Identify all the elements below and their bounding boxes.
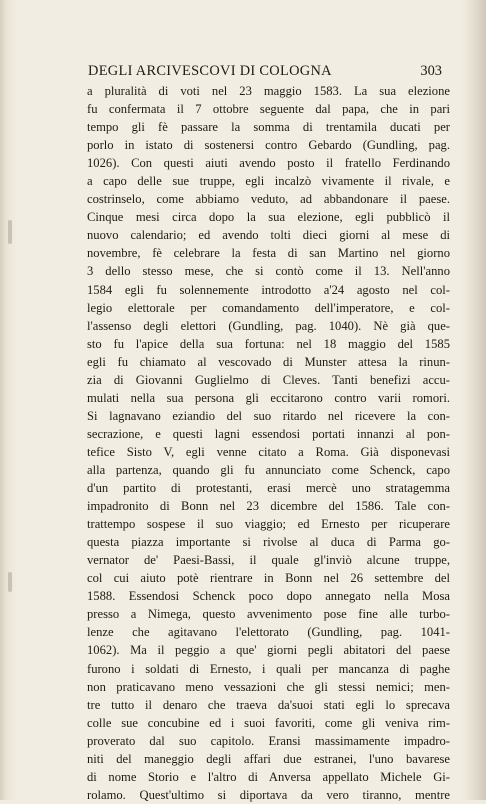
text-line: tefice Sisto V, egli venne citato a Roma. Già disponevasi — [87, 444, 450, 459]
text-line: l'assenso degli elettori (Gundling, pag. 1040). Nè già que- — [87, 318, 450, 333]
text-line: tre tutto il denaro che traeva da'suoi stati egli lo sprecava — [87, 697, 450, 712]
text-line: secrazione, e questi lagni essendosi portati innanzi al pon- — [87, 426, 450, 441]
text-line: porlo in istato di sostenersi contro Gebardo (Gundling, pag. — [87, 138, 450, 153]
text-line: vernator de' Paesi-Bassi, il quale gl'inviò alcune truppe, — [87, 553, 450, 568]
text-line: a pluralità di voti nel 23 maggio 1583. La sua elezione — [87, 84, 450, 98]
text-line: fu confermata il 7 ottobre seguente dal papa, che in pari — [87, 102, 450, 117]
text-line: furono i soldati di Ernesto, i quali per mancanza di paghe — [87, 661, 450, 676]
text-line: 1584 egli fu solennemente introdotto a'24 agosto nel col- — [87, 282, 450, 297]
text-line: di nome Storio e l'altro di Anversa appellato Michele Gi- — [87, 769, 450, 784]
text-line: mulati nella sua persona gli eccitarono contro varii romori. — [87, 390, 450, 405]
text-line: impadronito di Bonn nel 23 dicembre del 1586. Tale con- — [87, 499, 450, 514]
text-line: rolamo. Quest'ultimo si diportava da vero tiranno, mentre — [87, 787, 450, 802]
text-line: 1026). Con questi aiuti avendo posto il fratello Ferdinando — [87, 156, 450, 171]
text-line: nuovo calendario; ed avendo tolti dieci giorni al mese di — [87, 228, 450, 243]
page-number: 303 — [420, 63, 442, 79]
text-line: sto fu l'apice della sua fortuna: nel 18 maggio del 1585 — [87, 336, 450, 351]
running-title: DEGLI ARCIVESCOVI DI COLOGNA — [88, 63, 332, 79]
text-line: 1588. Essendosi Schenck poco dopo annegato nella Mosa — [87, 589, 450, 604]
text-line: non praticavano meno vessazioni che gli stessi nemici; men- — [87, 679, 450, 694]
text-line: 3 dello stesso mese, che si contò come il 13. Nell'anno — [87, 264, 450, 279]
text-line: presso a Nimega, questo avvenimento pose fine alle turbo- — [87, 607, 450, 622]
body-text — [87, 82, 450, 804]
text-line: Cinque mesi circa dopo la sua elezione, egli pubblicò il — [87, 210, 450, 225]
text-line: niti del maneggio degli affari due estranei, l'uno bavarese — [87, 751, 450, 766]
text-line: a capo delle sue truppe, egli incalzò vivamente il rivale, e — [87, 174, 450, 189]
text-line: col cui aiuto potè rientrare in Bonn nel 26 settembre del — [87, 571, 450, 586]
binding-mark — [8, 572, 12, 592]
text-line: Si lagnavano eziandio del suo ritardo nel ricevere la con- — [87, 408, 450, 423]
text-line: trattempo sospese il suo viaggio; ed Ernesto per ricuperare — [87, 517, 450, 532]
text-line: 1062). Ma il peggio a que' giorni pegli abitatori del paese — [87, 643, 450, 658]
binding-mark — [8, 220, 12, 244]
text-line: proverato dal suo capitolo. Eransi massimamente impadro- — [87, 733, 450, 748]
text-line: zia di Giovanni Guglielmo di Cleves. Tanti benefizi accu- — [87, 372, 450, 387]
text-line: novembre, fè celebrare la festa di san Martino nel giorno — [87, 246, 450, 261]
text-line: colle sue concubine ed i suoi favoriti, come gli veniva rim- — [87, 715, 450, 730]
text-line: questa piazza importante si rivolse al duca di Parma go- — [87, 535, 450, 550]
text-line: egli fu chiamato al vescovado di Munster attesa la rinun- — [87, 354, 450, 369]
text-line: lenze che agitavano l'elettorato (Gundling, pag. 1041- — [87, 625, 450, 640]
text-line: tempo gli fè passare la somma di trentamila ducati per — [87, 120, 450, 135]
text-line: costrinselo, come abbiamo veduto, ad abbandonare il paese. — [87, 192, 450, 207]
text-line: alla partenza, quando gli fu annunciato come Schenck, capo — [87, 462, 450, 477]
page-header — [86, 63, 450, 83]
text-line: legio elettorale per comandamento dell'imperatore, e col- — [87, 300, 450, 315]
text-line: d'un partito di protestanti, erasi mercè uno stratagemma — [87, 481, 450, 496]
